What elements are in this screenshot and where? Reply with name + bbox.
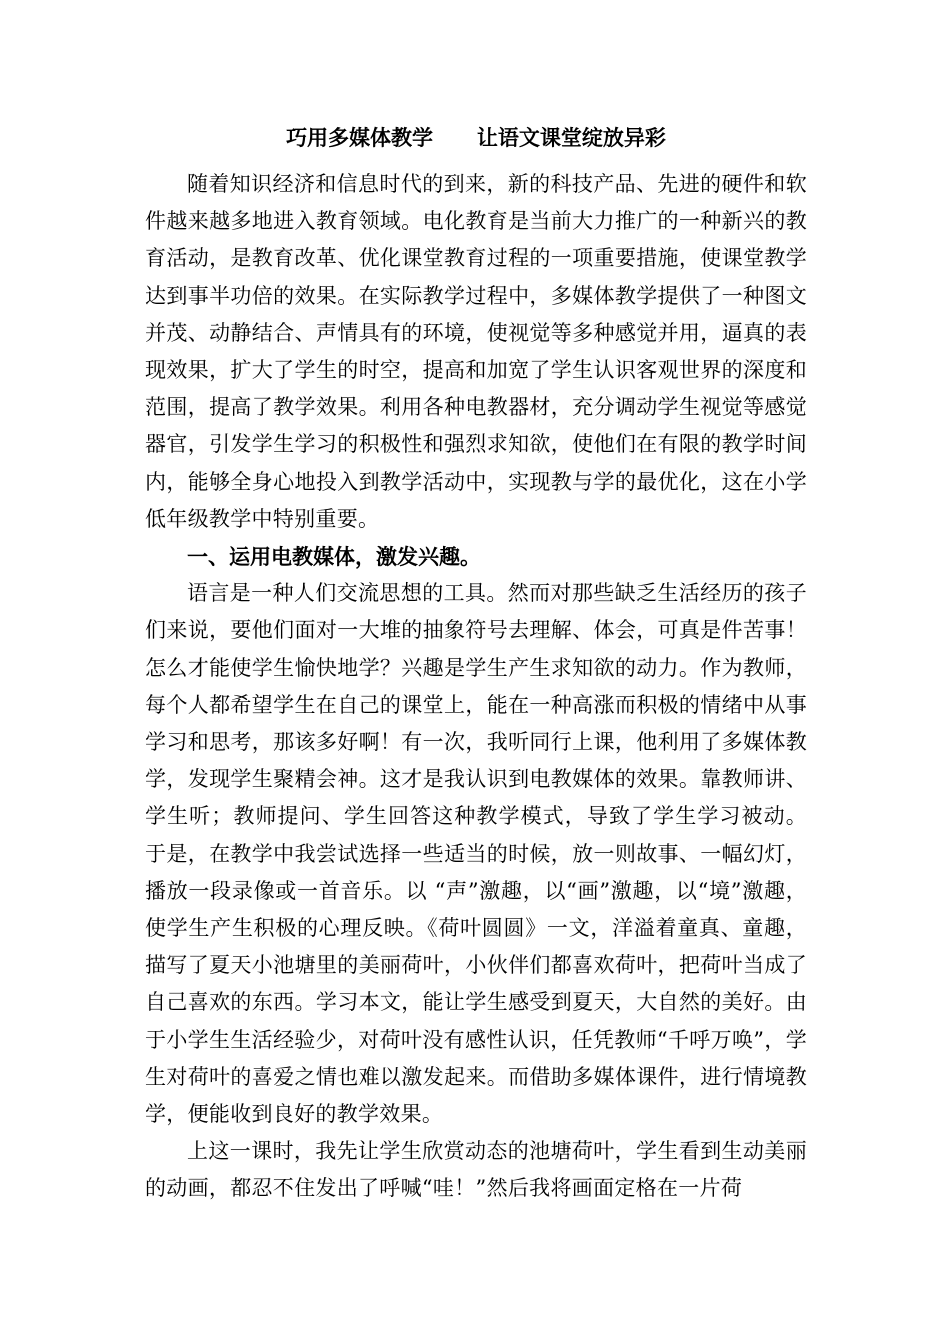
paragraph-section-1: 语言是一种人们交流思想的工具。然而对那些缺乏生活经历的孩子们来说，要他们面对一大堆的抽象符号去理解、体会，可真是件苦事！怎么才能使学生愉快地学？兴趣是学生产生求知欲的动力。作为教师，每个人都希望学生在自己的课堂上，能在一种高涨而积极的情绪中从事学习和思考，那该多好啊！有一次，我听同行上课，他利用了多媒体教学，发现学生聚精会神。这才是我认识到电教媒体的效果。靠教师讲、学生听；教师提问、学生回答这种教学模式，导致了学生学习被动。 于是，在教学中我尝试选择一些适当的时候，放一则故事、一幅幻灯，播放一段录像或一首音乐。以 “声”激趣，以“画”激趣，以“境”激趣，使学生产生积极的心理反映。《荷叶圆圆》一文，洋溢着童真、童趣，描写了夏天小池塘里的美丽荷叶，小伙伴们都喜欢荷叶，把荷叶当成了自己喜欢的东西。学习本文，能让学生感受到夏天，大自然的美好。由于小学生生活经验少，对荷叶没有感性认识，任凭教师“千呼万唤”，学生对荷叶的喜爱之情也难以激发起来。而借助多媒体课件，进行情境教学，便能收到良好的教学效果。: [145, 581, 807, 1127]
paragraph-intro: 随着知识经济和信息时代的到来，新的科技产品、先进的硬件和软件越来越多地进入教育领域。电化教育是当前大力推广的一种新兴的教育活动，是教育改革、优化课堂教育过程的一项重要措施，使课堂教学达到事半功倍的效果。在实际教学过程中，多媒体教学提供了一种图文并茂、动静结合、声情具有的环境，使视觉等多种感觉并用，逼真的表现效果，扩大了学生的时空，提高和加宽了学生认识客观世界的深度和范围，提高了教学效果。利用各种电教器材，充分调动学生视觉等感觉器官，引发学生学习的积极性和强烈求知欲，使他们在有限的教学时间内，能够全身心地投入到教学活动中，实现教与学的最优化，这在小学低年级教学中特别重要。: [145, 172, 807, 531]
paragraph-lesson: 上这一课时，我先让学生欣赏动态的池塘荷叶，学生看到生动美丽的动画，都忍不住发出了呼喊“哇！”然后我将画面定格在一片荷: [145, 1139, 807, 1201]
document-title: 巧用多媒体教学 让语文课堂绽放异彩: [286, 125, 666, 150]
document-page: [145, 118, 807, 1208]
section-heading-1: 一、运用电教媒体，激发兴趣。: [187, 544, 481, 570]
